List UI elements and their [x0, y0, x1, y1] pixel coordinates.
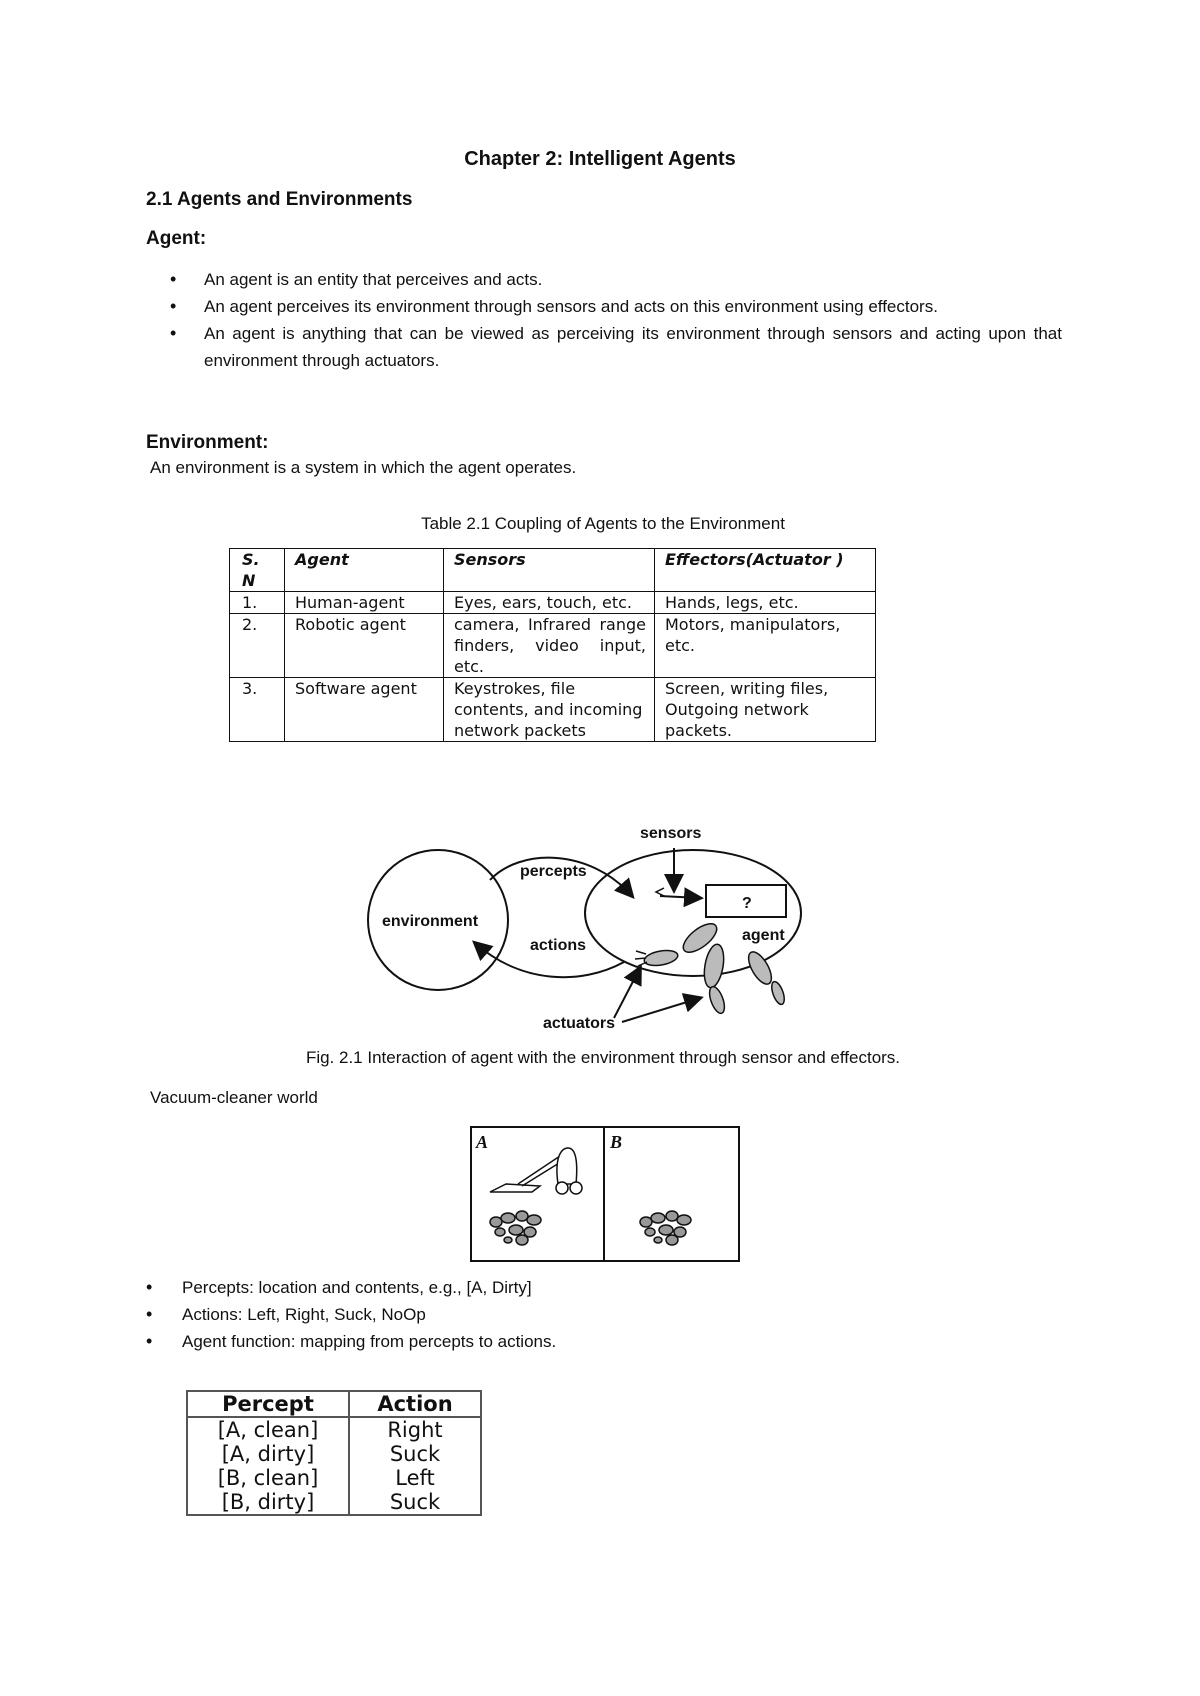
vacuum-world-figure: [470, 1126, 740, 1262]
table-cell: 3.: [230, 678, 285, 742]
table-cell: Screen, writing files, Outgoing network packets.: [655, 678, 876, 742]
figure1-caption: Fig. 2.1 Interaction of agent with the environment through sensor and effectors.: [305, 1048, 901, 1067]
vacuum-bullet: • Agent function: mapping from percepts to actions.: [146, 1328, 556, 1355]
table-header-cell: S. N: [230, 549, 285, 592]
table-cell: Left: [349, 1466, 481, 1490]
table-header-row: [230, 549, 876, 592]
section-heading: 2.1 Agents and Environments: [146, 189, 413, 210]
actuators-pointer: [614, 968, 640, 1018]
table-cell: Motors, manipulators, etc.: [655, 614, 876, 678]
table-cell: camera, Infrared range finders, video input, etc.: [444, 614, 655, 678]
square-b-label: B: [610, 1132, 623, 1152]
table-header-row: [187, 1391, 481, 1417]
agent-program-label: ?: [742, 895, 752, 912]
table-header-cell: Agent: [285, 549, 444, 592]
agent-forearm: [643, 948, 679, 968]
vacuum-bullet-list: [146, 1274, 556, 1355]
table-row: [230, 614, 876, 678]
table-cell: [A, dirty]: [187, 1442, 349, 1466]
table-row: [230, 678, 876, 742]
actions-label: actions: [530, 937, 587, 954]
percept-action-table: [186, 1390, 482, 1516]
table-cell: [B, dirty]: [187, 1490, 349, 1515]
environment-heading: Environment:: [146, 432, 269, 453]
agent-label: agent: [742, 927, 785, 944]
table-header-cell: Sensors: [444, 549, 655, 592]
agent-bullet-list: [170, 266, 1062, 374]
table-cell: 1.: [230, 592, 285, 614]
vacuum-world-label: Vacuum-cleaner world: [150, 1088, 318, 1107]
table-cell: Human-agent: [285, 592, 444, 614]
sensor-input-arrow: [660, 896, 700, 898]
agent-lower-leg: [769, 980, 787, 1006]
table-row: [187, 1417, 481, 1442]
agent-bullet: • An agent is anything that can be viewed as perceiving its environment through sensors and acting upon that environment through actuators.: [170, 320, 1062, 374]
table-row: [230, 592, 876, 614]
square-a-label: A: [476, 1132, 489, 1152]
actuators-pointer: [622, 998, 700, 1022]
table-cell: Hands, legs, etc.: [655, 592, 876, 614]
table-header-cell: Action: [349, 1391, 481, 1417]
table-header-cell: Effectors(Actuator ): [655, 549, 876, 592]
agent-leg: [701, 943, 726, 989]
table-cell: Right: [349, 1417, 481, 1442]
table-header-cell: Percept: [187, 1391, 349, 1417]
table-cell: [B, clean]: [187, 1466, 349, 1490]
agent-bullet: • An agent is an entity that perceives and acts.: [170, 266, 1062, 293]
table1-caption: Table 2.1 Coupling of Agents to the Environment: [421, 514, 785, 533]
table-cell: Suck: [349, 1490, 481, 1515]
table-row: [187, 1466, 481, 1490]
environment-definition: An environment is a system in which the agent operates.: [150, 458, 577, 477]
agent-bullet: • An agent perceives its environment through sensors and acts on this environment using effectors.: [170, 293, 1062, 320]
agent-lower-leg: [707, 985, 728, 1015]
table-cell: Eyes, ears, touch, etc.: [444, 592, 655, 614]
table-row: [187, 1490, 481, 1515]
table-cell: Keystrokes, file contents, and incoming network packets: [444, 678, 655, 742]
percepts-label: percepts: [520, 863, 587, 880]
table-cell: 2.: [230, 614, 285, 678]
environment-label: environment: [382, 913, 479, 930]
table-row: [187, 1442, 481, 1466]
sensor-eye-icon: [656, 888, 664, 896]
table-cell: Software agent: [285, 678, 444, 742]
agent-heading: Agent:: [146, 228, 207, 249]
vacuum-bullet: • Percepts: location and contents, e.g., [A, Dirty]: [146, 1274, 556, 1301]
agents-table: [229, 548, 876, 742]
table-cell: [A, clean]: [187, 1417, 349, 1442]
sensors-label: sensors: [640, 825, 702, 842]
actuators-label: actuators: [543, 1015, 616, 1032]
vacuum-bullet: • Actions: Left, Right, Suck, NoOp: [146, 1301, 556, 1328]
table-cell: Robotic agent: [285, 614, 444, 678]
agent-environment-figure: [360, 808, 860, 1038]
page-title: Chapter 2: Intelligent Agents: [464, 148, 736, 170]
table-cell: Suck: [349, 1442, 481, 1466]
